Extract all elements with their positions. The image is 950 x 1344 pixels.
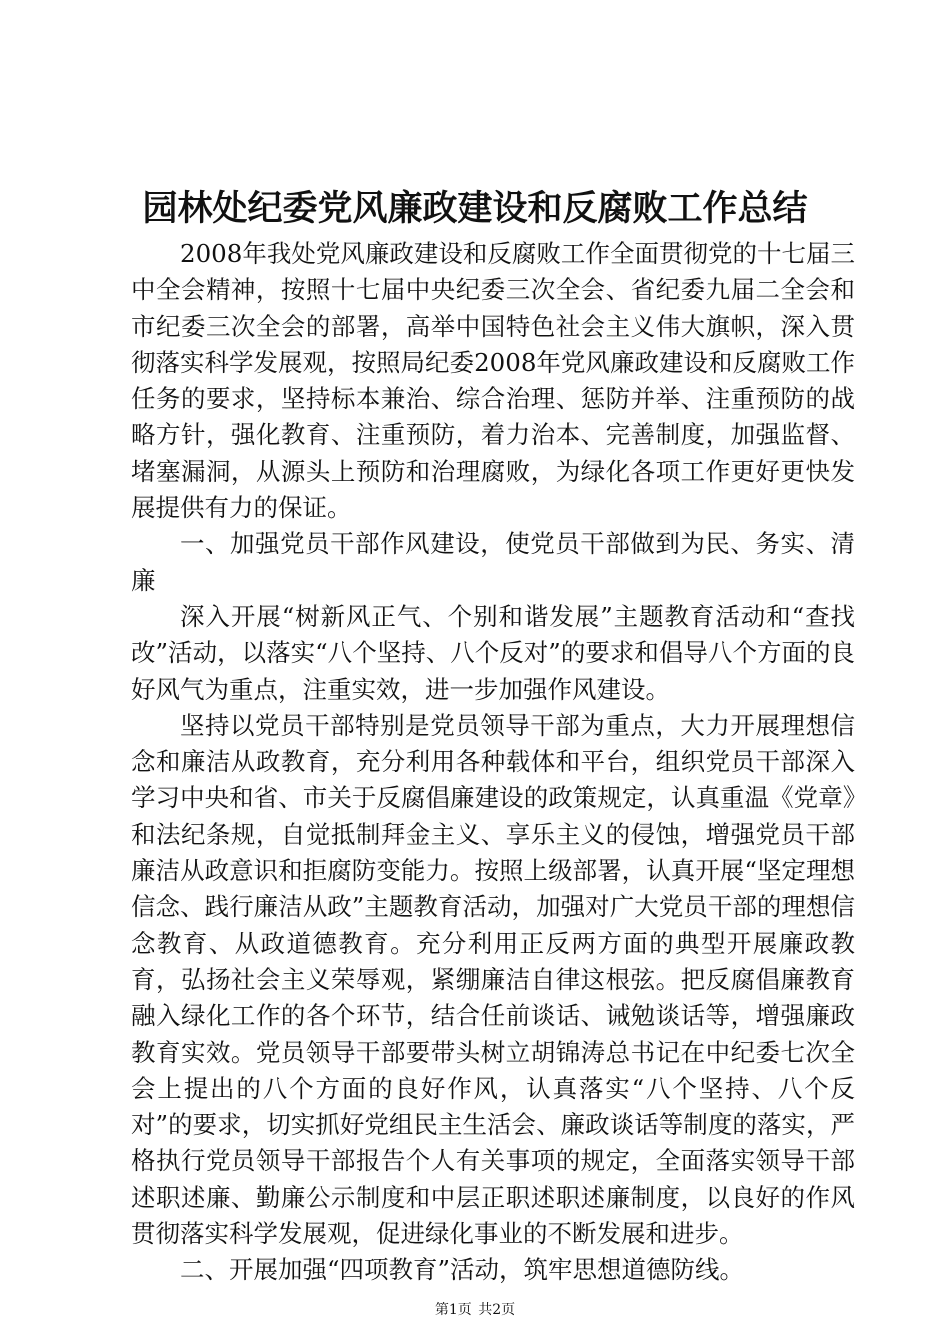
page-total: 共2页 <box>478 1302 516 1318</box>
page-footer <box>0 1300 950 1320</box>
document-body <box>131 236 855 1289</box>
paragraph-intro: 2008年我处党风廉政建设和反腐败工作全面贯彻党的十七届三中全会精神，按照十七届中央纪委三次全会、省纪委九届二全会和市纪委三次全会的部署，高举中国特色社会主义伟大旗帜，深入贯彻落实科学发展观，按照局纪委2008年党风廉政建设和反腐败工作任务的要求，坚持标本兼治、综合治理、惩防并举、注重预防的战略方针，强化教育、注重预防，着力治本、完善制度，加强监督、堵塞漏洞，从源头上预防和治理腐败，为绿化各项工作更好更快发展提供有力的保证。 <box>131 239 855 523</box>
section-heading-1: 一、加强党员干部作风建设，使党员干部做到为民、务实、清廉 <box>131 529 855 595</box>
paragraph-section-1-b: 坚持以党员干部特别是党员领导干部为重点，大力开展理想信念和廉洁从政教育，充分利用各种载体和平台，组织党员干部深入学习中央和省、市关于反腐倡廉建设的政策规定，认真重温《党章》和法纪条规，自觉抵制拜金主义、享乐主义的侵蚀，增强党员干部廉洁从政意识和拒腐防变能力。按照上级部署，认真开展“坚定理想信念、践行廉洁从政”主题教育活动，加强对广大党员干部的理想信念教育、从政道德教育。充分利用正反两方面的典型开展廉政教育，弘扬社会主义荣辱观，紧绷廉洁自律这根弦。把反腐倡廉教育融入绿化工作的各个环节，结合任前谈话、诫勉谈话等，增强廉政教育实效。党员领导干部要带头树立胡锦涛总书记在中纪委七次全会上提出的八个方面的良好作风，认真落实“八个坚持、八个反对”的要求，切实抓好党组民主生活会、廉政谈话等制度的落实，严格执行党员领导干部报告个人有关事项的规定，全面落实领导干部述职述廉、勤廉公示制度和中层正职述职述廉制度，以良好的作风贯彻落实科学发展观，促进绿化事业的不断发展和进步。 <box>131 710 855 1249</box>
page-number: 第1页 <box>434 1302 472 1318</box>
document-title: 园林处纪委党风廉政建设和反腐败工作总结 <box>142 188 808 229</box>
section-heading-2: 二、开展加强“四项教育”活动，筑牢思想道德防线。 <box>180 1255 745 1285</box>
paragraph-section-1-a: 深入开展“树新风正气、个别和谐发展”主题教育活动和“查找改”活动，以落实“八个坚持、八个反对”的要求和倡导八个方面的良好风气为重点，注重实效，进一步加强作风建设。 <box>131 601 855 704</box>
